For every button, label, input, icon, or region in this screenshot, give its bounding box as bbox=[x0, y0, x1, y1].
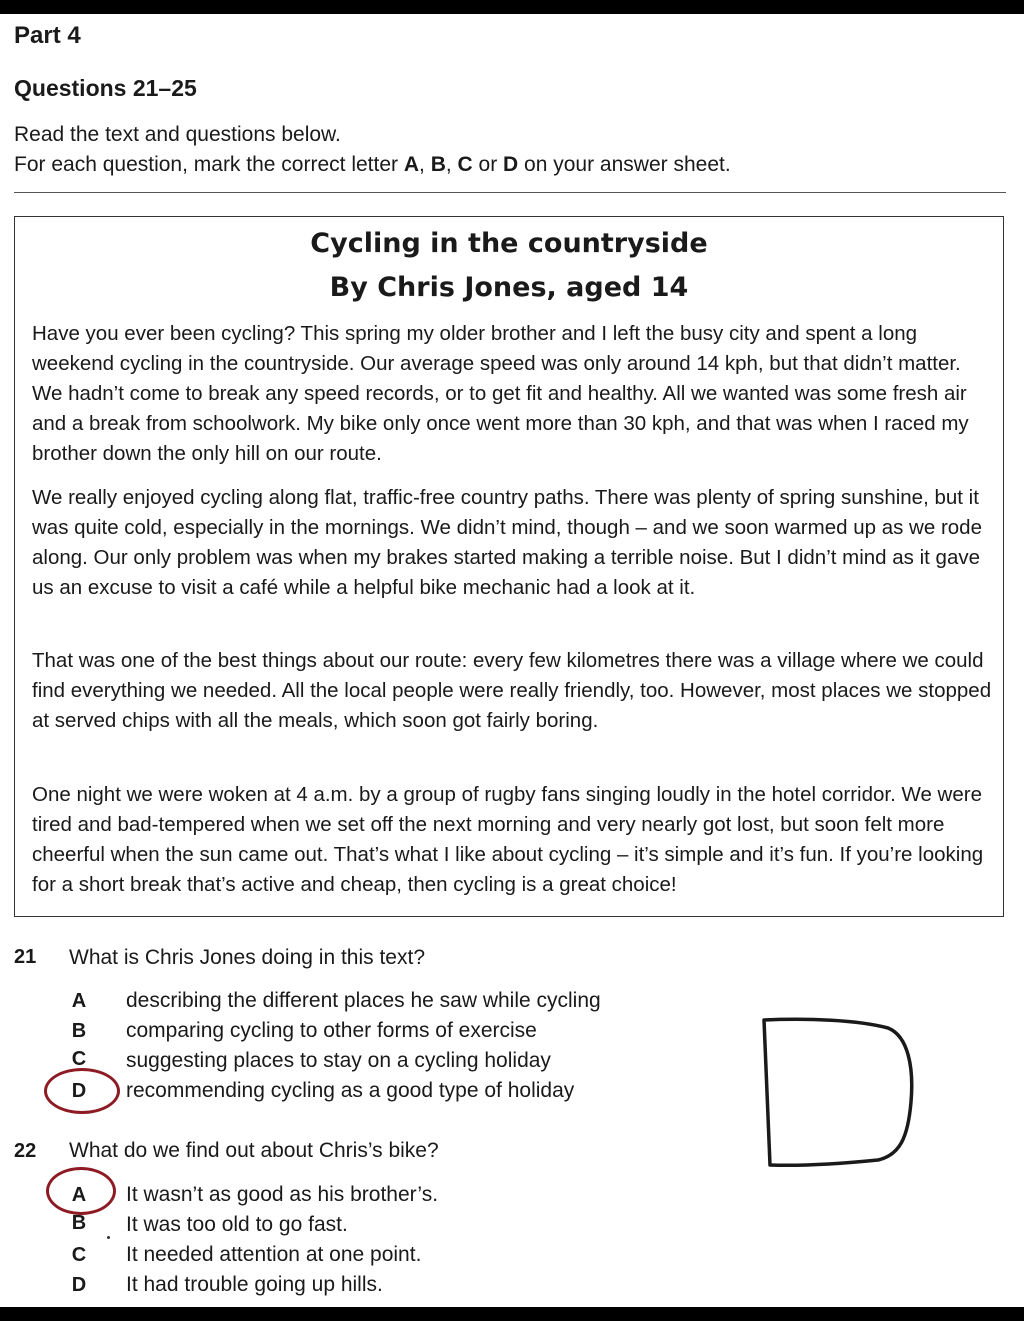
q22-option-b-letter: B bbox=[71, 1212, 87, 1234]
handwritten-d-mark bbox=[758, 1012, 918, 1174]
letter-b: B bbox=[430, 153, 446, 176]
q22-option-c-letter: C bbox=[71, 1244, 87, 1266]
q21-option-c-letter: C bbox=[71, 1048, 87, 1070]
q22-option-c-text: It needed attention at one point. bbox=[126, 1243, 422, 1266]
q21-option-a-text: describing the different places he saw while cycling bbox=[126, 989, 601, 1012]
sep-2: , bbox=[445, 153, 458, 176]
q22-option-a-text: It wasn’t as good as his brother’s. bbox=[126, 1183, 439, 1206]
article-paragraph-1: Have you ever been cycling? This spring my older brother and I left the busy city and spent a long weekend cycling in the countryside. Our average speed was only around 14 kph, but that didn’t matter. We hadn’t come to break any speed records, or to get fit and healthy. All we wanted was some fresh air and a break from schoolwork. My bike only once went more than 30 kph, and that was when I raced my brother down the only hill on our route. bbox=[32, 322, 969, 465]
article-title: Cycling in the countryside bbox=[310, 228, 708, 259]
sep-1: , bbox=[419, 153, 431, 176]
article-box bbox=[14, 216, 1004, 917]
question-21-text: What is Chris Jones doing in this text? bbox=[69, 946, 425, 969]
part-title: Part 4 bbox=[14, 22, 81, 49]
letter-c: C bbox=[457, 153, 473, 176]
or-word: or bbox=[472, 153, 504, 176]
top-scan-border bbox=[0, 0, 1024, 14]
instruction-read: Read the text and questions below. bbox=[14, 123, 341, 146]
ink-speck bbox=[107, 1236, 110, 1239]
article-paragraph-2: We really enjoyed cycling along flat, traffic-free country paths. There was plenty of spring sunshine, but it was quite cold, especially in the mornings. We didn’t mind, though – and we soon warmed up as we rode along. Our only problem was when my brakes started making a terrible noise. But I didn’t mind as it gave us an excuse to visit a café while a helpful bike mechanic had a look at it. bbox=[32, 486, 982, 599]
q21-option-c-text: suggesting places to stay on a cycling holiday bbox=[126, 1049, 551, 1072]
questions-range: Questions 21–25 bbox=[14, 75, 197, 101]
q21-option-b-text: comparing cycling to other forms of exercise bbox=[126, 1019, 537, 1042]
article-paragraph-4: One night we were woken at 4 a.m. by a group of rugby fans singing loudly in the hotel corridor. We were tired and bad-tempered when we set off the next morning and very nearly got lost, but soon felt more cheerful when the sun came out. That’s what I like about cycling – it’s simple and it’s fun. If you’re looking for a short break that’s active and cheap, then cycling is a great choice! bbox=[32, 783, 984, 896]
q21-answer-circle bbox=[44, 1068, 120, 1114]
instruction-suffix: on your answer sheet. bbox=[518, 153, 731, 176]
question-22-number: 22 bbox=[14, 1140, 37, 1162]
q22-option-d-letter: D bbox=[71, 1274, 87, 1296]
q22-option-a-letter: A bbox=[71, 1184, 87, 1206]
q21-option-d-letter: D bbox=[71, 1080, 87, 1102]
bottom-scan-border bbox=[0, 1307, 1024, 1321]
q21-option-b-letter: B bbox=[71, 1020, 87, 1042]
q21-option-d-text: recommending cycling as a good type of holiday bbox=[126, 1079, 575, 1102]
article-paragraph-3: That was one of the best things about our route: every few kilometres there was a village where we could find everything we needed. All the local people were really friendly, too. However, most places we stopped at served chips with all the meals, which soon got fairly boring. bbox=[32, 649, 992, 732]
q22-option-d-text: It had trouble going up hills. bbox=[126, 1273, 383, 1296]
instruction-mark bbox=[14, 153, 731, 177]
q22-option-b-text: It was too old to go fast. bbox=[126, 1213, 348, 1236]
question-22-text: What do we find out about Chris’s bike? bbox=[69, 1139, 439, 1162]
question-21-number: 21 bbox=[14, 946, 37, 968]
instruction-prefix: For each question, mark the correct letter bbox=[14, 153, 404, 176]
letter-a: A bbox=[403, 153, 420, 176]
article-byline: By Chris Jones, aged 14 bbox=[329, 272, 689, 303]
q22-answer-circle bbox=[46, 1167, 116, 1215]
divider-line bbox=[14, 192, 1006, 193]
letter-d: D bbox=[503, 153, 519, 176]
q21-option-a-letter: A bbox=[71, 990, 87, 1012]
